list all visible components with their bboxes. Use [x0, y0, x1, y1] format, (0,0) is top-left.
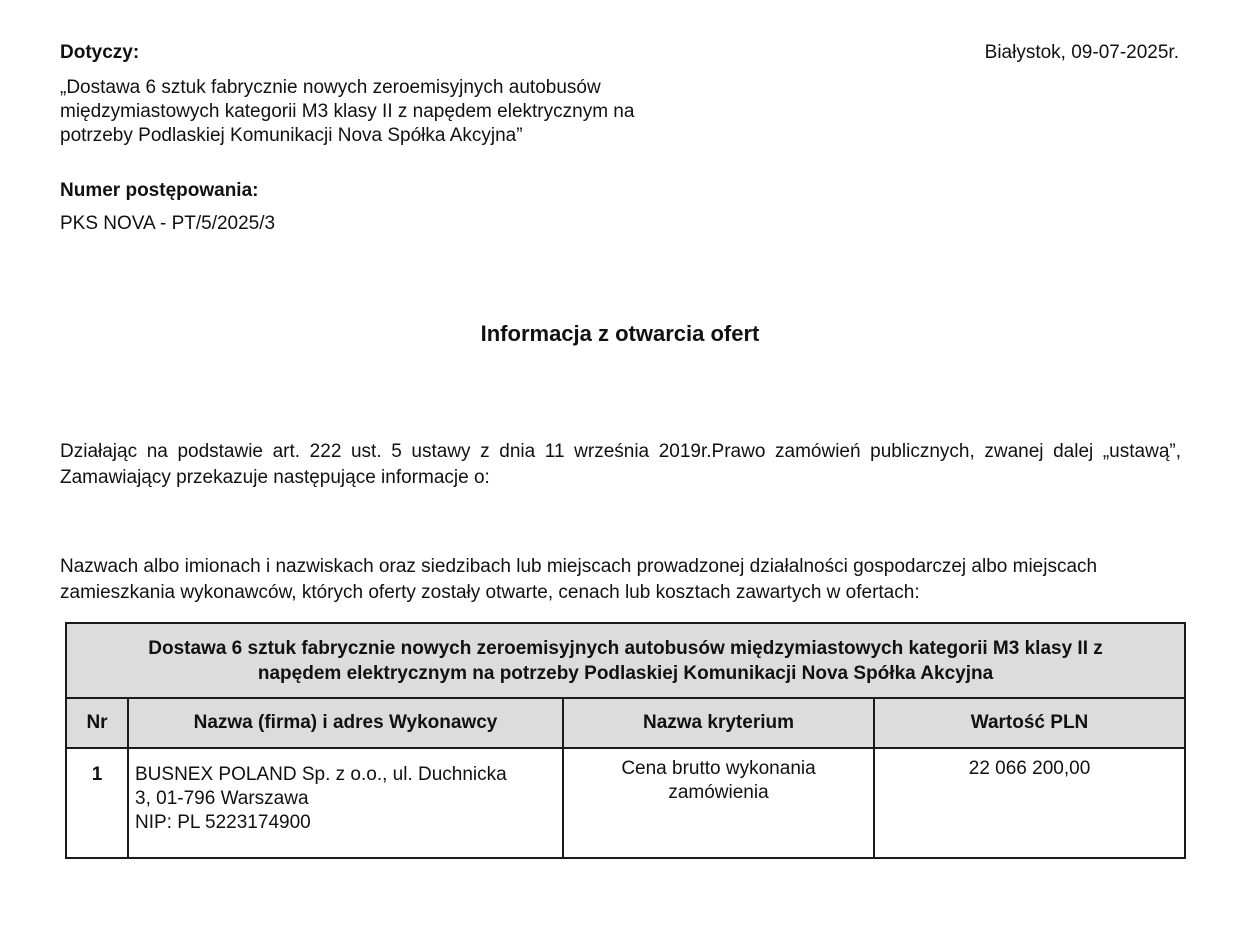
table-caption-line: napędem elektrycznym na potrzeby Podlaskiej Komunikacji Nova Spółka Akcyjna [257, 662, 994, 684]
table-header-row [66, 698, 1185, 748]
subject-line: międzymiastowych kategorii M3 klasy II z napędem elektrycznym na [60, 101, 635, 122]
table-caption-line: Dostawa 6 sztuk fabrycznie nowych zeroemisyjnych autobusów międzymiastowych kategorii M3 klasy II z [148, 637, 1103, 659]
offers-intro-paragraph: Nazwach albo imionach i nazwiskach oraz siedzibach lub miejscach prowadzonej działalności gospodarczej albo miejscach zamieszkania wykonawców, których oferty zostały otwarte, cenach lub kosztach zawartych w ofertach: [60, 556, 1098, 603]
contractor-line: BUSNEX POLAND Sp. z o.o., ul. Duchnicka [135, 764, 507, 785]
column-header-nr: Nr [66, 698, 128, 748]
offers-table [65, 622, 1186, 859]
row-criterion [563, 748, 874, 858]
subject-line: potrzeby Podlaskiej Komunikacji Nova Spółka Akcyjna” [60, 125, 523, 146]
row-contractor [128, 748, 563, 858]
subject-line: „Dostawa 6 sztuk fabrycznie nowych zeroemisyjnych autobusów [60, 77, 601, 98]
criterion-line: zamówienia [668, 782, 769, 803]
column-header-value: Wartość PLN [874, 698, 1185, 748]
table-caption [66, 623, 1185, 698]
procedure-number-label: Numer postępowania: [60, 180, 259, 201]
subject-text [60, 76, 720, 148]
legal-basis-paragraph: Działając na podstawie art. 222 ust. 5 ustawy z dnia 11 września 2019r.Prawo zamówień publicznych, zwanej dalej „ustawą”, Zamawiający przekazuje następujące informacje o: [60, 441, 1181, 488]
column-header-contractor: Nazwa (firma) i adres Wykonawcy [128, 698, 563, 748]
column-header-criterion: Nazwa kryterium [563, 698, 874, 748]
row-value: 22 066 200,00 [874, 748, 1185, 858]
table-row [66, 748, 1185, 858]
document-date: Białystok, 09-07-2025r. [984, 42, 1179, 63]
contractor-line: 3, 01-796 Warszawa [135, 788, 309, 809]
procedure-number-value: PKS NOVA - PT/5/2025/3 [60, 213, 276, 234]
table-caption-row [66, 623, 1185, 698]
subject-label: Dotyczy: [60, 42, 140, 63]
row-nr: 1 [66, 748, 128, 858]
contractor-line: NIP: PL 5223174900 [135, 812, 311, 833]
document-title: Informacja z otwarcia ofert [480, 321, 760, 346]
criterion-line: Cena brutto wykonania [621, 758, 816, 779]
